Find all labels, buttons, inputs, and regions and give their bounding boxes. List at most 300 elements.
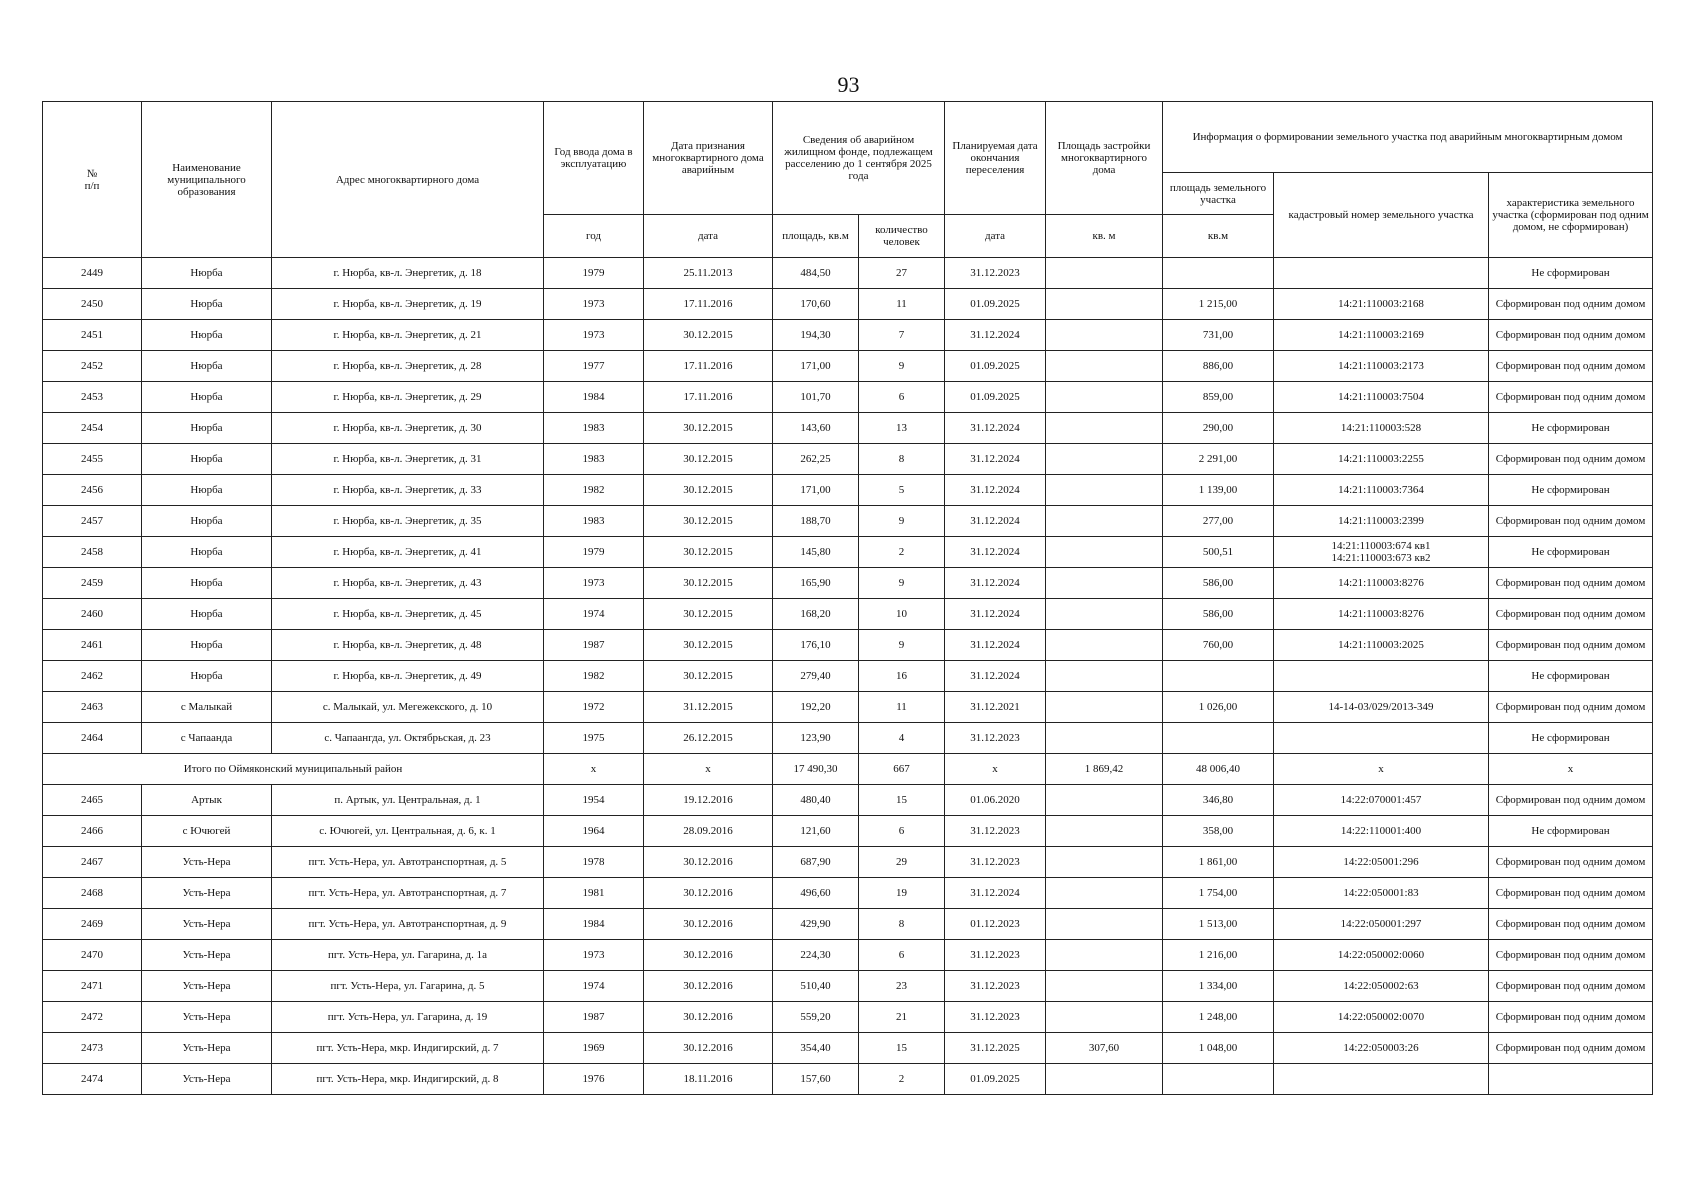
- year-cell: 1975: [544, 723, 644, 754]
- municipality-cell: Артык: [142, 785, 272, 816]
- land-char-cell: Не сформирован: [1489, 723, 1653, 754]
- row-number: 2463: [43, 692, 142, 723]
- area-cell: 262,25: [773, 444, 859, 475]
- land-area-cell: 358,00: [1163, 816, 1274, 847]
- address-cell: пгт. Усть-Нера, ул. Автотранспортная, д. 9: [272, 909, 544, 940]
- people-cell: 13: [859, 413, 945, 444]
- table-row: [43, 568, 1653, 599]
- cadastral-cell: 14:22:050003:26: [1274, 1033, 1489, 1064]
- table-row: [43, 320, 1653, 351]
- planned-date-cell: 31.12.2024: [945, 568, 1046, 599]
- area-cell: 192,20: [773, 692, 859, 723]
- built-area-cell: [1046, 444, 1163, 475]
- address-cell: г. Нюрба, кв-л. Энергетик, д. 33: [272, 475, 544, 506]
- land-char-cell: Сформирован под одним домом: [1489, 382, 1653, 413]
- year-cell: 1969: [544, 1033, 644, 1064]
- recognition-date-cell: 30.12.2016: [644, 847, 773, 878]
- cadastral-cell: 14:22:110001:400: [1274, 816, 1489, 847]
- land-char-cell: Сформирован под одним домом: [1489, 630, 1653, 661]
- table-row: [43, 940, 1653, 971]
- people-cell: 6: [859, 940, 945, 971]
- people-cell: 6: [859, 382, 945, 413]
- people-cell: 9: [859, 351, 945, 382]
- table-row: [43, 506, 1653, 537]
- header-unit-area: площадь, кв.м: [773, 215, 859, 258]
- recognition-date-cell: 30.12.2015: [644, 630, 773, 661]
- header-unit-date2: дата: [945, 215, 1046, 258]
- table-header: [43, 102, 1653, 258]
- land-char-cell: Сформирован под одним домом: [1489, 568, 1653, 599]
- built-area-cell: [1046, 1002, 1163, 1033]
- recognition-date-cell: 17.11.2016: [644, 382, 773, 413]
- municipality-cell: Усть-Нера: [142, 940, 272, 971]
- table-row: [43, 723, 1653, 754]
- cadastral-cell: 14:22:050002:0060: [1274, 940, 1489, 971]
- cadastral-cell: [1274, 1064, 1489, 1095]
- land-char-cell: Сформирован под одним домом: [1489, 320, 1653, 351]
- people-cell: 23: [859, 971, 945, 1002]
- recognition-date-cell: 30.12.2015: [644, 537, 773, 568]
- table-row: [43, 289, 1653, 320]
- recognition-date-cell: 17.11.2016: [644, 289, 773, 320]
- header-year: Год ввода дома в эксплуатацию: [544, 102, 644, 215]
- year-cell: 1981: [544, 878, 644, 909]
- row-number: 2469: [43, 909, 142, 940]
- table-row: [43, 1064, 1653, 1095]
- land-area-cell: 500,51: [1163, 537, 1274, 568]
- row-number: 2453: [43, 382, 142, 413]
- planned-date-cell: 31.12.2023: [945, 1002, 1046, 1033]
- land-char-cell: Не сформирован: [1489, 413, 1653, 444]
- land-char-cell: Сформирован под одним домом: [1489, 971, 1653, 1002]
- area-cell: 171,00: [773, 475, 859, 506]
- land-area-cell: 2 291,00: [1163, 444, 1274, 475]
- table-row: [43, 1002, 1653, 1033]
- year-cell: 1984: [544, 382, 644, 413]
- municipality-cell: Нюрба: [142, 661, 272, 692]
- recognition-date-cell: 19.12.2016: [644, 785, 773, 816]
- address-cell: г. Нюрба, кв-л. Энергетик, д. 19: [272, 289, 544, 320]
- built-area-cell: [1046, 971, 1163, 1002]
- municipality-cell: Нюрба: [142, 444, 272, 475]
- area-cell: 429,90: [773, 909, 859, 940]
- header-municipality: Наименование муниципального образования: [142, 102, 272, 258]
- total-land-area: 48 006,40: [1163, 754, 1274, 785]
- total-plan: x: [945, 754, 1046, 785]
- address-cell: п. Артык, ул. Центральная, д. 1: [272, 785, 544, 816]
- land-area-cell: 1 248,00: [1163, 1002, 1274, 1033]
- planned-date-cell: 01.06.2020: [945, 785, 1046, 816]
- area-cell: 143,60: [773, 413, 859, 444]
- table-row: [43, 537, 1653, 568]
- municipality-cell: с Ючюгей: [142, 816, 272, 847]
- row-number: 2465: [43, 785, 142, 816]
- address-cell: г. Нюрба, кв-л. Энергетик, д. 18: [272, 258, 544, 289]
- land-area-cell: 859,00: [1163, 382, 1274, 413]
- page-number: 93: [837, 72, 860, 97]
- land-char-cell: Сформирован под одним домом: [1489, 1033, 1653, 1064]
- built-area-cell: [1046, 475, 1163, 506]
- header-recognition-date: Дата признания многоквартирного дома аварийным: [644, 102, 773, 215]
- year-cell: 1984: [544, 909, 644, 940]
- year-cell: 1972: [544, 692, 644, 723]
- year-cell: 1982: [544, 661, 644, 692]
- land-char-cell: Не сформирован: [1489, 475, 1653, 506]
- municipality-cell: Нюрба: [142, 351, 272, 382]
- municipality-cell: Усть-Нера: [142, 1002, 272, 1033]
- address-cell: г. Нюрба, кв-л. Энергетик, д. 30: [272, 413, 544, 444]
- land-area-cell: [1163, 1064, 1274, 1095]
- address-cell: с. Ючюгей, ул. Центральная, д. 6, к. 1: [272, 816, 544, 847]
- people-cell: 10: [859, 599, 945, 630]
- housing-register-table: [42, 101, 1653, 1095]
- cadastral-cell: 14:22:070001:457: [1274, 785, 1489, 816]
- land-char-cell: Не сформирован: [1489, 537, 1653, 568]
- table-row: [43, 351, 1653, 382]
- built-area-cell: [1046, 816, 1163, 847]
- table-row: [43, 661, 1653, 692]
- year-cell: 1973: [544, 289, 644, 320]
- built-area-cell: 307,60: [1046, 1033, 1163, 1064]
- address-cell: с. Малыкай, ул. Мегежекского, д. 10: [272, 692, 544, 723]
- planned-date-cell: 31.12.2024: [945, 475, 1046, 506]
- built-area-cell: [1046, 661, 1163, 692]
- cadastral-cell: 14:22:050002:63: [1274, 971, 1489, 1002]
- planned-date-cell: 01.09.2025: [945, 351, 1046, 382]
- area-cell: 279,40: [773, 661, 859, 692]
- built-area-cell: [1046, 258, 1163, 289]
- area-cell: 121,60: [773, 816, 859, 847]
- people-cell: 2: [859, 537, 945, 568]
- header-emergency-fund: Сведения об аварийном жилищном фонде, подлежащем расселению до 1 сентября 2025 года: [773, 102, 945, 215]
- built-area-cell: [1046, 630, 1163, 661]
- people-cell: 15: [859, 785, 945, 816]
- land-char-cell: Сформирован под одним домом: [1489, 351, 1653, 382]
- people-cell: 11: [859, 692, 945, 723]
- header-unit-sqm2: кв.м: [1163, 215, 1274, 258]
- table-row: [43, 1033, 1653, 1064]
- land-char-cell: Сформирован под одним домом: [1489, 692, 1653, 723]
- row-number: 2466: [43, 816, 142, 847]
- total-cadastral: x: [1274, 754, 1489, 785]
- address-cell: г. Нюрба, кв-л. Энергетик, д. 29: [272, 382, 544, 413]
- planned-date-cell: 01.09.2025: [945, 382, 1046, 413]
- built-area-cell: [1046, 599, 1163, 630]
- land-area-cell: 1 139,00: [1163, 475, 1274, 506]
- area-cell: 559,20: [773, 1002, 859, 1033]
- cadastral-cell: 14:22:050002:0070: [1274, 1002, 1489, 1033]
- table-row: [43, 878, 1653, 909]
- row-number: 2459: [43, 568, 142, 599]
- row-number: 2471: [43, 971, 142, 1002]
- land-char-cell: Сформирован под одним домом: [1489, 444, 1653, 475]
- row-number: 2454: [43, 413, 142, 444]
- area-cell: 145,80: [773, 537, 859, 568]
- row-number: 2455: [43, 444, 142, 475]
- land-char-cell: Сформирован под одним домом: [1489, 909, 1653, 940]
- row-number: 2456: [43, 475, 142, 506]
- cadastral-cell: 14:21:110003:7504: [1274, 382, 1489, 413]
- area-cell: 687,90: [773, 847, 859, 878]
- recognition-date-cell: 30.12.2015: [644, 413, 773, 444]
- address-cell: пгт. Усть-Нера, мкр. Индигирский, д. 8: [272, 1064, 544, 1095]
- area-cell: 168,20: [773, 599, 859, 630]
- built-area-cell: [1046, 847, 1163, 878]
- cadastral-cell: 14:22:05001:296: [1274, 847, 1489, 878]
- municipality-cell: Нюрба: [142, 382, 272, 413]
- year-cell: 1982: [544, 475, 644, 506]
- planned-date-cell: 31.12.2023: [945, 847, 1046, 878]
- cadastral-cell: 14:21:110003:2025: [1274, 630, 1489, 661]
- area-cell: 123,90: [773, 723, 859, 754]
- year-cell: 1977: [544, 351, 644, 382]
- built-area-cell: [1046, 1064, 1163, 1095]
- planned-date-cell: 31.12.2025: [945, 1033, 1046, 1064]
- row-number: 2457: [43, 506, 142, 537]
- header-address: Адрес многоквартирного дома: [272, 102, 544, 258]
- header-planned-date: Планируемая дата окончания переселения: [945, 102, 1046, 215]
- area-cell: 157,60: [773, 1064, 859, 1095]
- cadastral-cell: 14:22:050001:83: [1274, 878, 1489, 909]
- land-char-cell: Не сформирован: [1489, 661, 1653, 692]
- address-cell: пгт. Усть-Нера, ул. Автотранспортная, д. 5: [272, 847, 544, 878]
- table-row: [43, 413, 1653, 444]
- municipality-cell: Нюрба: [142, 475, 272, 506]
- table-row: [43, 816, 1653, 847]
- cadastral-cell: 14:21:110003:2168: [1274, 289, 1489, 320]
- year-cell: 1954: [544, 785, 644, 816]
- row-number: 2449: [43, 258, 142, 289]
- people-cell: 16: [859, 661, 945, 692]
- land-area-cell: 886,00: [1163, 351, 1274, 382]
- cadastral-cell: 14:21:110003:7364: [1274, 475, 1489, 506]
- land-char-cell: Сформирован под одним домом: [1489, 847, 1653, 878]
- municipality-cell: Усть-Нера: [142, 1033, 272, 1064]
- municipality-cell: Усть-Нера: [142, 1064, 272, 1095]
- built-area-cell: [1046, 351, 1163, 382]
- land-char-cell: Не сформирован: [1489, 258, 1653, 289]
- cadastral-cell: 14:21:110003:528: [1274, 413, 1489, 444]
- table-row: [43, 475, 1653, 506]
- planned-date-cell: 31.12.2024: [945, 878, 1046, 909]
- cadastral-cell: 14:21:110003:2173: [1274, 351, 1489, 382]
- municipality-cell: Нюрба: [142, 289, 272, 320]
- cadastral-cell: [1274, 723, 1489, 754]
- address-cell: пгт. Усть-Нера, мкр. Индигирский, д. 7: [272, 1033, 544, 1064]
- year-cell: 1974: [544, 599, 644, 630]
- land-char-cell: Сформирован под одним домом: [1489, 506, 1653, 537]
- planned-date-cell: 31.12.2021: [945, 692, 1046, 723]
- table-row: [43, 785, 1653, 816]
- people-cell: 29: [859, 847, 945, 878]
- table-row: [43, 258, 1653, 289]
- address-cell: г. Нюрба, кв-л. Энергетик, д. 31: [272, 444, 544, 475]
- year-cell: 1983: [544, 413, 644, 444]
- municipality-cell: Усть-Нера: [142, 878, 272, 909]
- planned-date-cell: 31.12.2024: [945, 599, 1046, 630]
- year-cell: 1987: [544, 1002, 644, 1033]
- municipality-cell: Усть-Нера: [142, 971, 272, 1002]
- row-number: 2452: [43, 351, 142, 382]
- recognition-date-cell: 30.12.2016: [644, 1002, 773, 1033]
- planned-date-cell: 31.12.2024: [945, 413, 1046, 444]
- built-area-cell: [1046, 940, 1163, 971]
- table-row: [43, 692, 1653, 723]
- header-unit-date: дата: [644, 215, 773, 258]
- cadastral-cell: 14:21:110003:2169: [1274, 320, 1489, 351]
- recognition-date-cell: 28.09.2016: [644, 816, 773, 847]
- year-cell: 1978: [544, 847, 644, 878]
- recognition-date-cell: 30.12.2016: [644, 971, 773, 1002]
- land-char-cell: Сформирован под одним домом: [1489, 878, 1653, 909]
- people-cell: 19: [859, 878, 945, 909]
- address-cell: пгт. Усть-Нера, ул. Гагарина, д. 5: [272, 971, 544, 1002]
- land-area-cell: 1 861,00: [1163, 847, 1274, 878]
- row-number: 2473: [43, 1033, 142, 1064]
- recognition-date-cell: 30.12.2016: [644, 940, 773, 971]
- land-area-cell: 1 754,00: [1163, 878, 1274, 909]
- built-area-cell: [1046, 878, 1163, 909]
- cadastral-cell: [1274, 661, 1489, 692]
- address-cell: пгт. Усть-Нера, ул. Автотранспортная, д. 7: [272, 878, 544, 909]
- people-cell: 9: [859, 630, 945, 661]
- year-cell: 1973: [544, 940, 644, 971]
- municipality-cell: Нюрба: [142, 537, 272, 568]
- municipality-cell: Нюрба: [142, 599, 272, 630]
- recognition-date-cell: 30.12.2015: [644, 475, 773, 506]
- area-cell: 165,90: [773, 568, 859, 599]
- planned-date-cell: 31.12.2024: [945, 630, 1046, 661]
- row-number: 2461: [43, 630, 142, 661]
- planned-date-cell: 01.09.2025: [945, 1064, 1046, 1095]
- land-area-cell: 731,00: [1163, 320, 1274, 351]
- area-cell: 496,60: [773, 878, 859, 909]
- land-char-cell: Сформирован под одним домом: [1489, 289, 1653, 320]
- area-cell: 101,70: [773, 382, 859, 413]
- recognition-date-cell: 18.11.2016: [644, 1064, 773, 1095]
- built-area-cell: [1046, 909, 1163, 940]
- land-char-cell: Не сформирован: [1489, 816, 1653, 847]
- recognition-date-cell: 31.12.2015: [644, 692, 773, 723]
- built-area-cell: [1046, 723, 1163, 754]
- total-date: x: [644, 754, 773, 785]
- total-year: x: [544, 754, 644, 785]
- land-char-cell: Сформирован под одним домом: [1489, 785, 1653, 816]
- address-cell: г. Нюрба, кв-л. Энергетик, д. 49: [272, 661, 544, 692]
- header-built-area: Площадь застройки многоквартирного дома: [1046, 102, 1163, 215]
- built-area-cell: [1046, 568, 1163, 599]
- table-row: [43, 847, 1653, 878]
- people-cell: 9: [859, 506, 945, 537]
- built-area-cell: [1046, 320, 1163, 351]
- table-row: [43, 630, 1653, 661]
- address-cell: г. Нюрба, кв-л. Энергетик, д. 21: [272, 320, 544, 351]
- people-cell: 27: [859, 258, 945, 289]
- recognition-date-cell: 17.11.2016: [644, 351, 773, 382]
- land-area-cell: 586,00: [1163, 568, 1274, 599]
- address-cell: г. Нюрба, кв-л. Энергетик, д. 48: [272, 630, 544, 661]
- address-cell: пгт. Усть-Нера, ул. Гагарина, д. 1а: [272, 940, 544, 971]
- table-row: [43, 382, 1653, 413]
- recognition-date-cell: 30.12.2015: [644, 320, 773, 351]
- land-area-cell: [1163, 723, 1274, 754]
- planned-date-cell: 31.12.2023: [945, 258, 1046, 289]
- people-cell: 11: [859, 289, 945, 320]
- recognition-date-cell: 30.12.2015: [644, 599, 773, 630]
- year-cell: 1976: [544, 1064, 644, 1095]
- land-char-cell: Сформирован под одним домом: [1489, 1002, 1653, 1033]
- address-cell: г. Нюрба, кв-л. Энергетик, д. 41: [272, 537, 544, 568]
- cadastral-cell: 14:22:050001:297: [1274, 909, 1489, 940]
- recognition-date-cell: 30.12.2015: [644, 568, 773, 599]
- area-cell: 171,00: [773, 351, 859, 382]
- area-cell: 188,70: [773, 506, 859, 537]
- people-cell: 21: [859, 1002, 945, 1033]
- land-area-cell: 1 026,00: [1163, 692, 1274, 723]
- area-cell: 354,40: [773, 1033, 859, 1064]
- land-area-cell: 1 216,00: [1163, 940, 1274, 971]
- municipality-cell: Нюрба: [142, 320, 272, 351]
- row-number: 2460: [43, 599, 142, 630]
- row-number: 2464: [43, 723, 142, 754]
- header-cadastral: кадастровый номер земельного участка: [1274, 173, 1489, 258]
- area-cell: 224,30: [773, 940, 859, 971]
- cadastral-cell: 14:21:110003:8276: [1274, 568, 1489, 599]
- address-cell: с. Чапаангда, ул. Октябрьская, д. 23: [272, 723, 544, 754]
- area-cell: 484,50: [773, 258, 859, 289]
- row-number: 2458: [43, 537, 142, 568]
- recognition-date-cell: 30.12.2016: [644, 1033, 773, 1064]
- table-row: [43, 909, 1653, 940]
- land-area-cell: 1 334,00: [1163, 971, 1274, 1002]
- recognition-date-cell: 25.11.2013: [644, 258, 773, 289]
- row-number: 2462: [43, 661, 142, 692]
- planned-date-cell: 01.12.2023: [945, 909, 1046, 940]
- year-cell: 1987: [544, 630, 644, 661]
- land-area-cell: 277,00: [1163, 506, 1274, 537]
- municipality-cell: с Малыкай: [142, 692, 272, 723]
- year-cell: 1974: [544, 971, 644, 1002]
- municipality-cell: Нюрба: [142, 630, 272, 661]
- planned-date-cell: 31.12.2024: [945, 320, 1046, 351]
- land-area-cell: 1 215,00: [1163, 289, 1274, 320]
- planned-date-cell: 31.12.2024: [945, 444, 1046, 475]
- row-number: 2470: [43, 940, 142, 971]
- land-area-cell: 1 513,00: [1163, 909, 1274, 940]
- table-row: [43, 971, 1653, 1002]
- total-label: Итого по Оймяконский муниципальный район: [43, 754, 544, 785]
- header-unit-people: количество человек: [859, 215, 945, 258]
- planned-date-cell: 31.12.2024: [945, 661, 1046, 692]
- people-cell: 4: [859, 723, 945, 754]
- cadastral-cell: 14:21:110003:2399: [1274, 506, 1489, 537]
- municipality-cell: Усть-Нера: [142, 909, 272, 940]
- built-area-cell: [1046, 289, 1163, 320]
- cadastral-cell: 14:21:110003:8276: [1274, 599, 1489, 630]
- cadastral-cell: 14:21:110003:2255: [1274, 444, 1489, 475]
- planned-date-cell: 31.12.2023: [945, 723, 1046, 754]
- built-area-cell: [1046, 382, 1163, 413]
- land-area-cell: 346,80: [1163, 785, 1274, 816]
- planned-date-cell: 31.12.2024: [945, 506, 1046, 537]
- built-area-cell: [1046, 692, 1163, 723]
- area-cell: 194,30: [773, 320, 859, 351]
- total-people: 667: [859, 754, 945, 785]
- people-cell: 8: [859, 909, 945, 940]
- row-number: 2467: [43, 847, 142, 878]
- row-number: 2450: [43, 289, 142, 320]
- total-built-area: 1 869,42: [1046, 754, 1163, 785]
